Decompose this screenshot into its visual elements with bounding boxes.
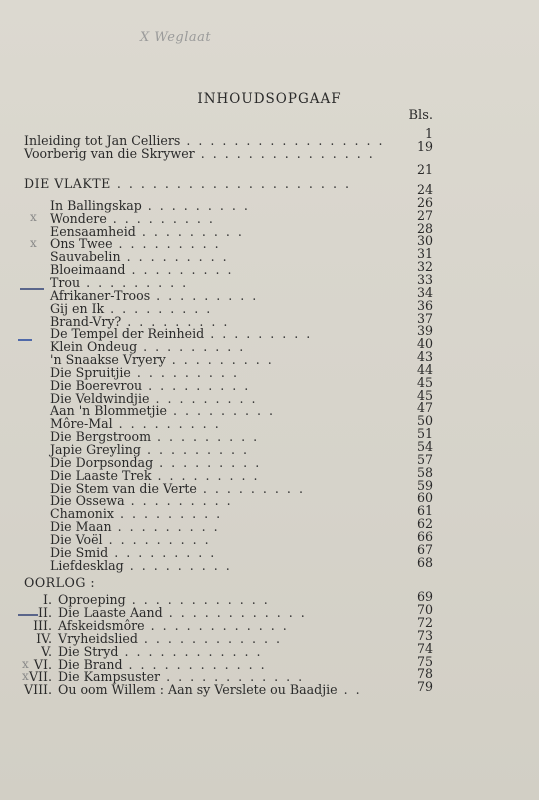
roman-numeral: III.	[33, 617, 52, 633]
leader-dots: . . . . . . . . .	[129, 557, 232, 573]
leader-dots: . . . . . . . . .	[108, 531, 211, 547]
leader-dots: . . . . . . . . .	[147, 197, 250, 213]
leader-dots: . . . . . . . . .	[146, 442, 250, 457]
roman-numeral: IV.	[36, 630, 52, 646]
toc-entry-title: Trou	[50, 274, 81, 290]
toc-page: 1	[424, 126, 433, 141]
toc-page: 37	[416, 310, 433, 326]
toc-entry-title: De Tempel der Reinheid	[50, 326, 205, 342]
toc-page: 43	[416, 349, 433, 365]
toc-page: 44	[416, 361, 433, 377]
leader-dots: . . . . . . . . . . . .	[124, 643, 263, 659]
toc-page: 62	[416, 516, 433, 532]
leader-dots: . . . . . . . . .	[126, 249, 229, 265]
section-heading: OORLOG :	[24, 575, 96, 590]
pencil-mark: x	[22, 657, 29, 671]
toc-entry-title: Afrikaner-Troos	[50, 287, 151, 303]
toc-page: 67	[416, 541, 433, 557]
leader-dots: . . . . . . . . .	[131, 262, 234, 278]
toc-entry: Voorberig van die Skrywer . . . . . . . . . . . . . . .	[24, 146, 375, 161]
toc-entry-title: Die Spruitjie	[50, 364, 131, 380]
toc-entry-title: Die Laaste Trek	[50, 467, 152, 483]
toc-entry-title: Môre-Mal	[50, 416, 113, 432]
leader-dots: . . . . . . . . . . . .	[131, 592, 270, 607]
ink-mark	[18, 339, 32, 341]
toc-page: 34	[416, 284, 433, 300]
pencil-mark: x	[22, 669, 29, 683]
leader-dots: . . . . . . . . .	[172, 403, 276, 419]
toc-entry-title: Die Ossewa	[50, 493, 125, 509]
toc-page: 78	[416, 666, 433, 682]
leader-dots: . . . . . . . . .	[210, 326, 313, 342]
toc-entry-title: Chamonix	[50, 506, 115, 522]
leader-dots: . . . . . . . . . . . .	[143, 630, 282, 646]
toc-page: 39	[416, 323, 433, 339]
leader-dots: . . . . . . . . .	[136, 364, 239, 380]
toc-entry-title: Die Kampsuster	[58, 669, 161, 685]
toc-page: 72	[416, 614, 433, 630]
toc-entry-title: Vryheidslied	[58, 630, 138, 646]
toc-entry-title: Die Laaste Aand	[58, 604, 163, 620]
leader-dots: . . . . . . . . .	[141, 223, 244, 239]
toc-page: 70	[416, 601, 433, 617]
roman-numeral: VII.	[28, 669, 52, 685]
toc-entry-title: Ons Twee	[50, 236, 113, 252]
toc-page: 54	[416, 439, 433, 454]
leader-dots: . . . . . . . . .	[86, 274, 189, 290]
pencil-mark: x	[30, 210, 37, 224]
toc-page: 59	[416, 477, 433, 493]
toc-page: 75	[416, 653, 433, 669]
toc-entry-title: Oproeping	[58, 592, 126, 607]
toc-page: 27	[416, 207, 433, 223]
toc-entry	[50, 559, 232, 573]
toc-entry-title: Die Bergstroom	[50, 429, 152, 445]
leader-dots: . . . . . . . . .	[157, 429, 260, 445]
leader-dots: . . . . . . . . .	[171, 352, 274, 368]
toc-page: 26	[416, 194, 433, 210]
leader-dots: . . . . . . . . .	[130, 493, 233, 509]
leader-dots: . . . . . . . . .	[127, 313, 230, 329]
toc-entry-title: Bloeimaand	[50, 262, 126, 278]
page-column-header: Bls.	[408, 108, 433, 123]
leader-dots: . . . . . . . . .	[120, 506, 223, 522]
roman-numeral: V.	[41, 643, 52, 659]
leader-dots: . . . . . . . . .	[202, 480, 305, 496]
toc-entry-title: Afskeidsmôre	[58, 617, 145, 633]
toc-page: 60	[416, 490, 433, 506]
toc-entry-title: Wondere	[50, 210, 107, 226]
toc-entry-title: Die Voël	[50, 531, 103, 547]
toc-page: 51	[416, 426, 433, 442]
leader-dots: . . . . . . . . .	[110, 300, 213, 316]
roman-numeral: VIII.	[24, 682, 53, 698]
toc-page: 30	[416, 233, 433, 249]
toc-entry-title: Die Brand	[58, 656, 123, 672]
leader-dots: . . . . . . . . .	[118, 236, 221, 252]
toc-entry-title: Eensaamheid	[50, 223, 136, 239]
toc-page: 40	[416, 336, 433, 352]
toc-entry-title: Die Smid	[50, 544, 109, 560]
toc-entry-title: In Ballingskap	[50, 197, 142, 213]
leader-dots: . . . . . . . . . . . .	[168, 604, 307, 620]
toc-page: 21	[416, 162, 433, 177]
leader-dots: . .	[343, 682, 362, 698]
leader-dots: . . . . . . . . .	[118, 416, 221, 432]
toc-page: 36	[416, 297, 433, 313]
leader-dots: . . . . . . . . . . . .	[166, 669, 305, 685]
toc-page: 45	[416, 387, 433, 403]
roman-numeral: II.	[38, 604, 52, 620]
toc-page: 50	[416, 413, 433, 429]
toc-entry-title: Japie Greyling	[50, 442, 141, 457]
toc-entry-title: Klein Ondeug	[50, 339, 138, 355]
leader-dots: . . . . . . . . .	[112, 210, 215, 226]
toc-page: 68	[416, 554, 433, 570]
roman-numeral: I.	[43, 592, 52, 607]
toc-entry-title: Die Stryd	[58, 643, 119, 659]
handwritten-note: X Weglaat	[140, 30, 212, 45]
toc-entry-title: Die Veldwindjie	[50, 390, 150, 406]
toc-page: 31	[416, 246, 433, 262]
toc-page: 73	[416, 627, 433, 643]
page-title: INHOUDSOPGAAF	[197, 91, 342, 107]
leader-dots: . . . . . . . . .	[155, 390, 258, 406]
toc-entry: Inleiding tot Jan Celliers . . . . . . . . . . . . . . . . .	[24, 133, 385, 148]
toc-entry-title: Die Maan	[50, 519, 112, 535]
toc-page: 74	[416, 640, 433, 656]
leader-dots: . . . . . . . . .	[114, 544, 217, 560]
toc-entry-title: Sauvabelin	[50, 249, 121, 265]
pencil-mark	[20, 288, 44, 290]
toc-entry-title: Die Boerevrou	[50, 377, 143, 393]
leader-dots: . . . . . . . . .	[157, 467, 260, 483]
leader-dots: . . . . . . . . . . . .	[128, 656, 267, 672]
toc-page: 69	[416, 589, 433, 604]
toc-entry	[24, 683, 362, 697]
toc-entry-title: Die Stem van die Verte	[50, 480, 197, 496]
toc-page: 61	[416, 503, 433, 519]
toc-page: 47	[416, 400, 433, 416]
toc-page: 66	[416, 528, 433, 544]
toc-entry-title: Ou oom Willem : Aan sy Verslete ou Baadjie	[58, 682, 338, 698]
roman-numeral: VI.	[33, 656, 52, 672]
leader-dots: . . . . . . . . .	[117, 519, 220, 535]
toc-page: 24	[416, 182, 433, 197]
section-heading: DIE VLAKTE . . . . . . . . . . . . . . . . . . . .	[24, 176, 351, 191]
leader-dots: . . . . . . . . .	[156, 287, 259, 303]
toc-entry-title: 'n Snaakse Vryery	[50, 352, 166, 368]
toc-entry-title: Liefdesklag	[50, 557, 124, 573]
leader-dots: . . . . . . . . . . . .	[150, 617, 289, 633]
toc-entry-title: Brand-Vry?	[50, 313, 122, 329]
toc-page: 33	[416, 271, 433, 287]
toc-entry-title: Die Dorpsondag	[50, 454, 154, 470]
toc-page: 32	[416, 259, 433, 275]
toc-page: 57	[416, 451, 433, 467]
leader-dots: . . . . . . . . .	[159, 454, 262, 470]
toc-entry-title: Aan 'n Blommetjie	[50, 403, 167, 419]
pencil-mark: x	[30, 236, 37, 250]
leader-dots: . . . . . . . . .	[143, 339, 246, 355]
toc-entry-title: Gij en Ik	[50, 300, 105, 316]
toc-page: 45	[416, 374, 433, 390]
toc-page: 19	[416, 139, 433, 154]
toc-page: 28	[416, 220, 433, 236]
toc-page: 58	[416, 464, 433, 480]
toc-page: 79	[416, 679, 433, 695]
leader-dots: . . . . . . . . .	[148, 377, 251, 393]
